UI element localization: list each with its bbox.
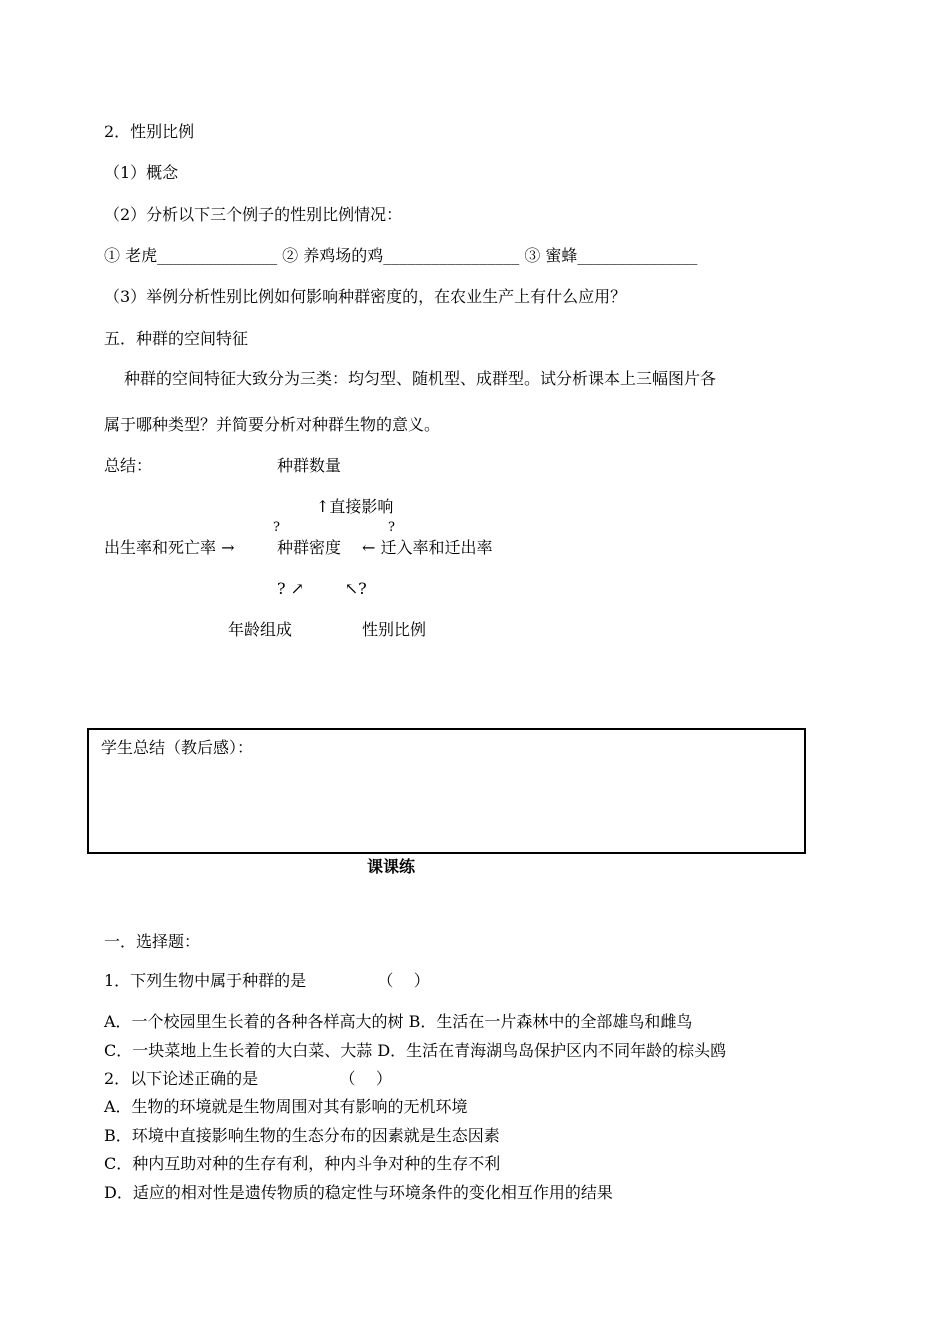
heading-sex-ratio: 2．性别比例 [104, 122, 195, 141]
question-2-option-b: B．环境中直接影响生物的生态分布的因素就是生态因素 [104, 1126, 500, 1145]
question-concept: （1）概念 [104, 163, 179, 182]
question-1: 1．下列生物中属于种群的是 （ ） [104, 971, 430, 990]
question-2-option-d: D．适应的相对性是遗传物质的稳定性与环境条件的变化相互作用的结果 [104, 1183, 613, 1202]
question-1-options-ab: A．一个校园里生长着的各种各样高大的树 B．生活在一片森林中的全部雄鸟和雌鸟 [104, 1012, 693, 1031]
question-mark-left: ? [273, 520, 280, 535]
student-summary-box [87, 728, 806, 854]
label-direct-effect: ↑直接影响 [316, 497, 394, 516]
exercise-title: 课课练 [367, 857, 416, 876]
question-2-option-c: C．种内互助对种的生存有利，种内斗争对种的生存不利 [104, 1154, 501, 1173]
examples-line: ① 老虎_______________ ② 养鸡场的鸡_________________ ③ 蜜蜂_______________ [104, 246, 698, 265]
spatial-paragraph-line2: 属于哪种类型？并简要分析对种群生物的意义。 [104, 415, 441, 434]
question-2: 2．以下论述正确的是 （ ） [104, 1069, 392, 1088]
spatial-paragraph-line1: 种群的空间特征大致分为三类：均匀型、随机型、成群型。试分析课本上三幅图片各 [124, 369, 717, 388]
question-2-option-a: A．生物的环境就是生物周围对其有影响的无机环境 [104, 1097, 468, 1116]
node-migration-rate: ← 迁入率和迁出率 [362, 538, 493, 557]
node-sex-ratio: 性别比例 [362, 620, 427, 639]
summary-label: 总结： [104, 456, 153, 475]
node-population-density: 种群密度 [277, 538, 342, 557]
heading-spatial: 五．种群的空间特征 [104, 329, 249, 348]
question-analyze-examples: （2）分析以下三个例子的性别比例情况： [104, 205, 403, 224]
question-application: （3）举例分析性别比例如何影响种群密度的，在农业生产上有什么应用？ [104, 287, 627, 306]
student-summary-label: 学生总结（教后感）： [101, 738, 254, 757]
node-age-structure: 年龄组成 [228, 620, 293, 639]
question-mark-right: ? [388, 520, 395, 535]
question-1-options-cd: C．一块菜地上生长着的大白菜、大蒜 D．生活在青海湖鸟岛保护区内不同年龄的棕头鸥 [104, 1041, 727, 1060]
arrows-row: ? ↗ ↖? [277, 579, 367, 598]
node-population-count: 种群数量 [277, 456, 342, 475]
section-multiple-choice: 一．选择题： [104, 932, 201, 951]
node-birth-death-rate: 出生率和死亡率 → [104, 538, 235, 557]
